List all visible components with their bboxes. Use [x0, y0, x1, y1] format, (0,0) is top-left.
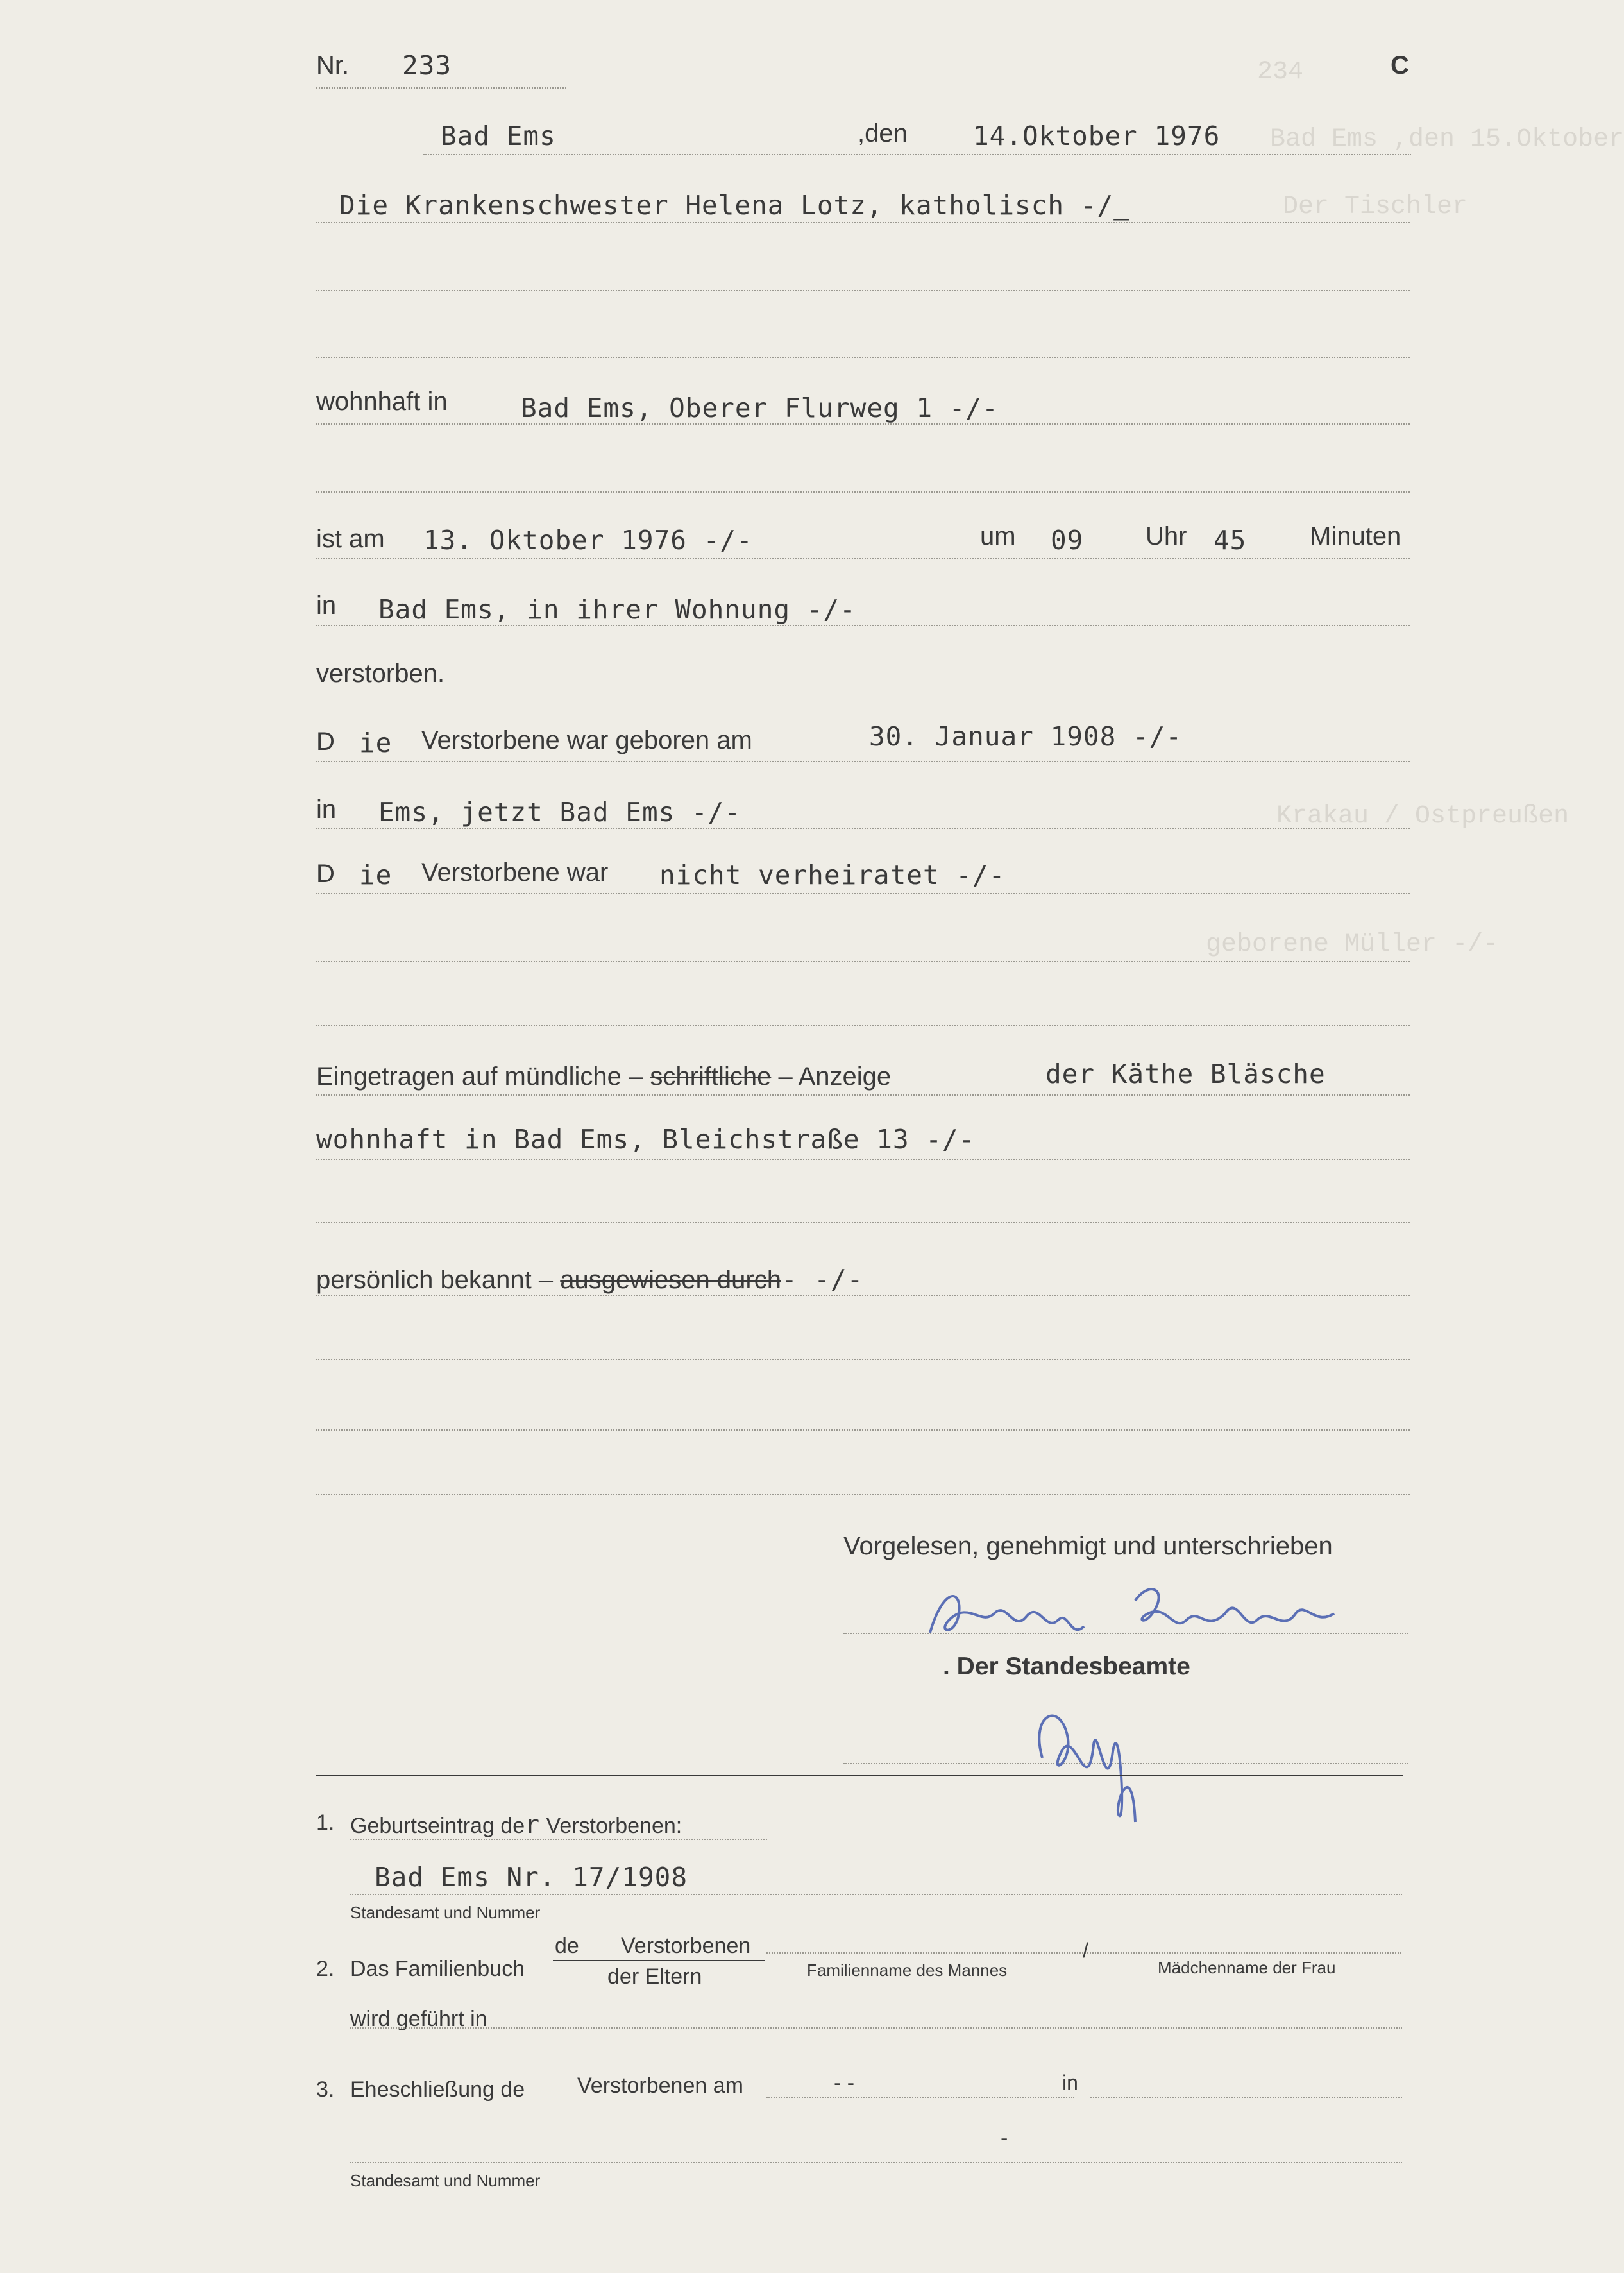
registrar-caption: . Der Standesbeamte: [943, 1653, 1190, 1680]
blank-dotline: [316, 961, 1410, 962]
registration-dotline: [316, 1094, 1410, 1096]
section-3-number: 3.: [316, 2077, 335, 2102]
section-3-in: in: [1062, 2071, 1078, 2094]
blank-dotline: [316, 1494, 1410, 1495]
section-1-label-text-2: Verstorbenen:: [546, 1814, 682, 1838]
birth-register-dotline: [350, 1894, 1402, 1895]
birth-register-entry: Bad Ems Nr. 17/1908: [375, 1862, 688, 1893]
section-3-dash: - -: [834, 2071, 855, 2095]
residence-value: Bad Ems, Oberer Flurweg 1 -/-: [521, 393, 999, 423]
place-of-registration: Bad Ems: [441, 121, 556, 151]
death-place: Bad Ems, in ihrer Wohnung -/-: [378, 594, 856, 625]
death-date: 13. Oktober 1976 -/-: [423, 525, 753, 556]
informant-line: Die Krankenschwester Helena Lotz, katholisch -/_: [339, 190, 1130, 221]
birth-d-label: D: [316, 728, 335, 756]
read-approved-signed: Vorgelesen, genehmigt und unterschrieben: [843, 1532, 1333, 1560]
registration-date: 14.Oktober 1976: [973, 121, 1221, 151]
section-2-label: Das Familienbuch: [350, 1957, 525, 1981]
residence-label: wohnhaft in: [316, 387, 448, 416]
marital-value: nicht verheiratet -/-: [659, 860, 1006, 890]
birth-label: Verstorbene war geboren am: [421, 726, 752, 754]
section-2-kept-in: wird geführt in: [350, 2007, 487, 2031]
section-2-slash: /: [1083, 1939, 1088, 1962]
bleed-through: geborene Müller -/-: [1206, 930, 1499, 959]
identity-label: [316, 1264, 863, 1295]
nr-label: Nr.: [316, 51, 350, 80]
informant-residence: wohnhaft in Bad Ems, Bleichstraße 13 -/-: [316, 1124, 976, 1155]
blank-dotline: [316, 1025, 1410, 1026]
date-dotline: [423, 154, 1411, 155]
section-2-kept-dotline: [350, 2027, 1402, 2029]
section-divider: [316, 1775, 1403, 1776]
identity-suffix: - -/-: [781, 1264, 864, 1295]
blank-dotline: [316, 357, 1410, 358]
blank-dotline: [316, 1222, 1410, 1223]
bleed-through: Bad Ems ,den 15.Oktober: [1270, 125, 1624, 154]
blank-dotline: [316, 1359, 1410, 1360]
section-3-value: Verstorbenen am: [577, 2073, 743, 2098]
registration-label-text: Eingetragen auf mündliche –: [316, 1062, 643, 1091]
section-3-place-dotline: [350, 2162, 1402, 2163]
corner-mark: C: [1391, 51, 1409, 80]
section-3-in-dotline: [1090, 2097, 1402, 2098]
caption-wife-maiden-name: Mädchenname der Frau: [1158, 1958, 1336, 1977]
section-3-caption: Standesamt und Nummer: [350, 2171, 541, 2190]
blank-dotline: [316, 290, 1410, 291]
bleed-through: Der Tischler: [1283, 192, 1468, 221]
registration-struck-text: schriftliche: [650, 1062, 772, 1091]
section-1-label-text: Geburtseintrag de: [350, 1814, 525, 1838]
section-2-fraction-bottom: der Eltern: [607, 1964, 702, 1989]
residence-dotline: [316, 423, 1410, 425]
section-2-number: 2.: [316, 1957, 335, 1981]
birth-dotline: [316, 761, 1410, 762]
informant-dotline: [316, 222, 1410, 223]
minuten-label: Minuten: [1310, 522, 1401, 550]
bleed-through: Krakau / Ostpreußen: [1276, 802, 1569, 831]
caption-husband-surname: Familienname des Mannes: [807, 1961, 1008, 1980]
blank-dotline: [316, 491, 1410, 493]
marital-d-label: D: [316, 860, 335, 888]
death-dotline: [316, 558, 1410, 559]
um-label: um: [980, 522, 1016, 550]
section-3-dotline: [766, 2097, 1074, 2098]
section-1-number: 1.: [316, 1810, 335, 1835]
birth-ie-label: ie: [359, 728, 393, 758]
informant-residence-dotline: [316, 1159, 1410, 1160]
death-place-dotline: [316, 625, 1410, 626]
birth-place-dotline: [316, 828, 1410, 829]
informant-signature: [924, 1575, 1341, 1652]
bleed-through: 234: [1257, 58, 1304, 87]
informant-name: der Käthe Bläsche: [1045, 1059, 1326, 1089]
identity-label-text: persönlich bekannt –: [316, 1266, 554, 1294]
marital-dotline: [316, 893, 1410, 894]
section-1-caption: Standesamt und Nummer: [350, 1903, 541, 1922]
nr-dotline: [316, 87, 566, 89]
birth-date: 30. Januar 1908 -/-: [869, 721, 1182, 752]
identity-struck-text: ausgewiesen durch: [560, 1266, 781, 1294]
marital-label: Verstorbene war: [421, 858, 609, 887]
birth-in-label: in: [316, 796, 337, 824]
section-2-fraction-top-de: de: [555, 1934, 579, 1958]
section-1-dotline: [350, 1839, 767, 1840]
section-1-label: [350, 1810, 682, 1839]
section-1-r: r: [525, 1810, 541, 1839]
blank-dotline: [316, 1429, 1410, 1431]
section-2-fraction-bar: [553, 1960, 765, 1961]
death-minutes: 45: [1214, 525, 1247, 556]
nr-value: 233: [402, 50, 452, 81]
uhr-label: Uhr: [1146, 522, 1187, 550]
registration-label-text-2: – Anzeige: [778, 1062, 892, 1091]
den-label: ,den: [858, 119, 908, 148]
birth-place: Ems, jetzt Bad Ems -/-: [378, 797, 741, 828]
death-hour: 09: [1051, 525, 1084, 556]
death-in-label: in: [316, 592, 337, 620]
verstorben-label: verstorben.: [316, 660, 445, 688]
registrar-signature: [1023, 1674, 1151, 1828]
marital-ie-label: ie: [359, 860, 393, 890]
section-3-label: Eheschließung de: [350, 2077, 525, 2102]
identity-dotline: [316, 1295, 1410, 1296]
section-2-fraction-top: Verstorbenen: [621, 1934, 751, 1958]
registration-label: [316, 1062, 891, 1091]
section-3-dot: -: [1001, 2126, 1008, 2150]
death-label: ist am: [316, 525, 385, 553]
